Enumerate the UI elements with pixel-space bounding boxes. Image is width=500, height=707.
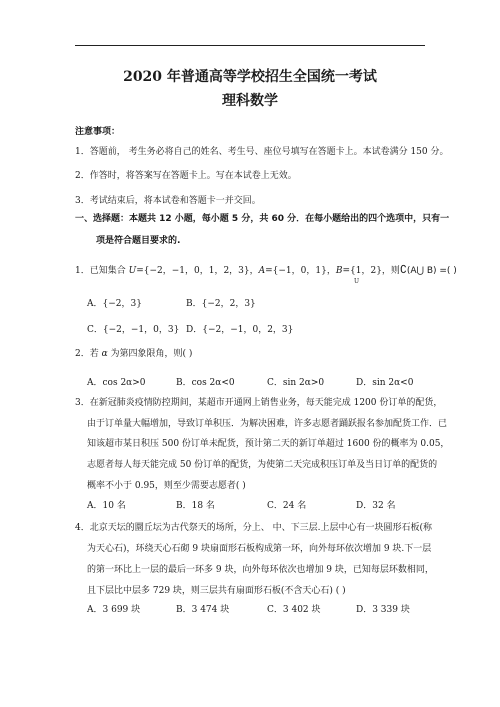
notice-item-1: 1．答题前， 考生务必将自己的姓名、考生号、座位号填写在答题卡上。本试卷满分 150 分。 <box>75 147 449 157</box>
q3-option-c: C．24 名 <box>267 501 307 511</box>
notice-item-3: 3．考试结束后，将本试卷和答题卡一并交回。 <box>75 196 261 206</box>
q4-option-b: B．3 474 块 <box>176 605 230 615</box>
q1-option-d: D．{−2，−1，0，2，3} <box>186 325 294 335</box>
q4-option-d: D．3 339 块 <box>356 605 410 615</box>
q2-option-a: A．cos 2α>0 <box>87 378 146 388</box>
q3-line-2: 由于订单量大幅增加，导致订单积压．为解决困难，许多志愿者踊跃报名参加配货工作．已 <box>87 419 448 429</box>
exam-subject: 理科数学 <box>222 93 278 109</box>
complement-subscript: U <box>354 278 360 285</box>
q3-line-4: 志愿者每人每天能完成 50 份订单的配货，为使第二天完成积压订单及当日订单的配货的 <box>87 460 438 470</box>
q2-option-c: C．sin 2α>0 <box>267 378 325 388</box>
section-heading-line2: 项是符合题目要求的. <box>96 236 181 246</box>
notice-item-2: 2．作答时，将答案写在答题卡上。写在本试卷上无效。 <box>75 171 297 181</box>
q3-option-b: B．18 名 <box>176 501 215 511</box>
q3-option-d: D．32 名 <box>356 501 396 511</box>
q3-line-5: 概率不小于 0.95，则至少需要志愿者( ) <box>87 481 246 491</box>
q1-option-b: B．{−2，2，3} <box>186 299 256 309</box>
notice-heading: 注意事项： <box>75 127 121 137</box>
complement-symbol: ∁ <box>399 263 407 276</box>
q1-option-c: C．{−2，−1，0，3} <box>87 325 180 335</box>
q1-stem: 1．已知集合 U={−2，−1，0，1，2，3}，A={−1，0，1}，B={1，2}，则∁(A⋃ B) =( ) <box>75 263 457 276</box>
exam-title: 2020 年普通高等学校招生全国统一考试 <box>123 69 377 85</box>
q2-option-d: D．sin 2α<0 <box>356 378 414 388</box>
q4-line-2: 为天心石)，环绕天心石砌 9 块扇面形石板构成第一环，向外每环依次增加 9 块.下一层 <box>87 544 432 554</box>
q4-line-4: 且下层比中层多 729 块，则三层共有扇面形石板(不含天心石) ( ) <box>87 586 346 596</box>
q3-line-1: 3．在新冠肺炎疫情防控期间，某超市开通网上销售业务，每天能完成 1200 份订单的配货， <box>75 398 443 408</box>
q4-option-a: A．3 699 块 <box>87 605 141 615</box>
q4-line-1: 4．北京天坛的圜丘坛为古代祭天的场所，分上、 中、下三层.上层中心有一块圆形石板(称 <box>75 523 432 533</box>
q4-line-3: 的第一环比上一层的最后一环多 9 块，向外每环依次也增加 9 块，已知每层环数相同， <box>87 565 434 575</box>
q2-stem: 2．若 α 为第四象限角，则( ) <box>75 349 193 359</box>
section-heading-line1: 一、选择题：本题共 12 小题，每小题 5 分，共 60 分．在每小题给出的四个选项中，只有一 <box>75 214 450 224</box>
q3-option-a: A．10 名 <box>87 501 126 511</box>
q2-option-b: B．cos 2α<0 <box>176 378 235 388</box>
q1-option-a: A．{−2，3} <box>87 299 142 309</box>
q3-line-3: 知该超市某日积压 500 份订单未配货，预计第二天的新订单超过 1600 份的概率为 0.05， <box>87 439 450 449</box>
q4-option-c: C．3 402 块 <box>267 605 321 615</box>
top-rule <box>75 45 425 46</box>
